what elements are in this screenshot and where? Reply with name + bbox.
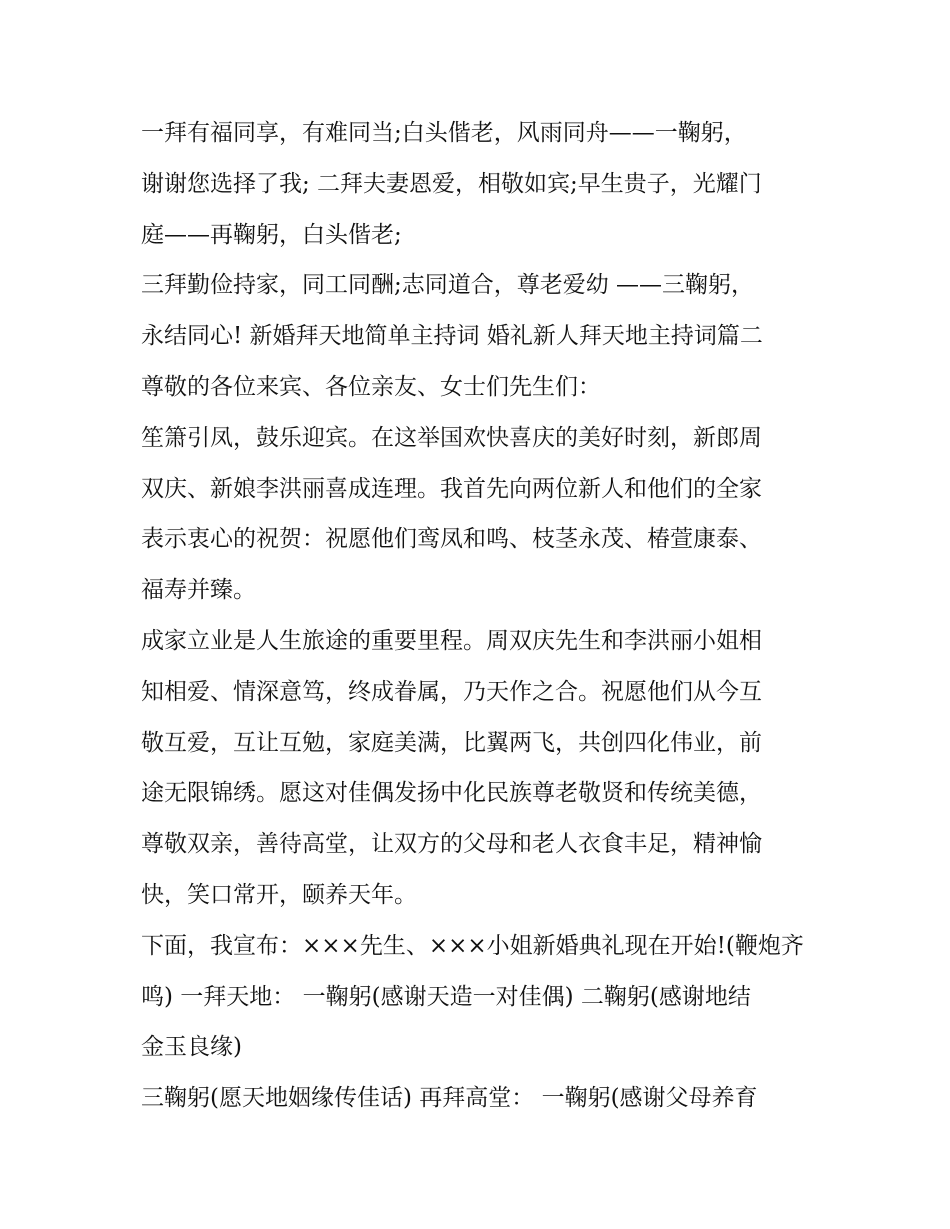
text-line: 知相爱、情深意笃，终成眷属，乃天作之合。祝愿他们从今互 bbox=[141, 678, 762, 705]
text-line: 尊敬的各位来宾、各位亲友、女士们先生们： bbox=[141, 373, 601, 400]
text-line: 双庆、新娘李洪丽喜成连理。我首先向两位新人和他们的全家 bbox=[141, 475, 762, 502]
text-line: 福寿并臻。 bbox=[141, 577, 256, 604]
text-line: 永结同心! 新婚拜天地简单主持词 婚礼新人拜天地主持词篇二 bbox=[141, 323, 763, 350]
text-line: 三鞠躬(愿天地姻缘传佳话) 再拜高堂： 一鞠躬(感谢父母养育 bbox=[141, 1085, 758, 1112]
text-line: 庭——再鞠躬，白头偕老; bbox=[141, 221, 402, 248]
text-line: 三拜勤俭持家，同工同酬;志同道合，尊老爱幼 ——三鞠躬， bbox=[141, 272, 755, 299]
text-line: 一拜有福同享，有难同当;白头偕老，风雨同舟——一鞠躬， bbox=[141, 120, 747, 146]
text-line: 途无限锦绣。愿这对佳偶发扬中化民族尊老敬贤和传统美德， bbox=[141, 780, 762, 807]
text-line: 成家立业是人生旅途的重要里程。周双庆先生和李洪丽小姐相 bbox=[141, 627, 762, 654]
text-line: 谢谢您选择了我; 二拜夫妻恩爱，相敬如宾;早生贵子，光耀门 bbox=[141, 170, 762, 197]
text-line: 尊敬双亲，善待高堂，让双方的父母和老人衣食丰足，精神愉 bbox=[141, 831, 762, 858]
text-line: 敬互爱，互让互勉，家庭美满，比翼两飞，共创四化伟业，前 bbox=[141, 729, 762, 756]
text-line: 笙箫引凤，鼓乐迎宾。在这举国欢快喜庆的美好时刻，新郎周 bbox=[141, 424, 762, 451]
body-text bbox=[141, 108, 821, 1124]
text-line: 鸣) 一拜天地： 一鞠躬(感谢天造一对佳偶) 二鞠躬(感谢地结 bbox=[141, 983, 751, 1010]
text-line: 下面，我宣布：×××先生、×××小姐新婚典礼现在开始!(鞭炮齐 bbox=[141, 932, 804, 959]
text-line: 快，笑口常开，颐养天年。 bbox=[141, 881, 417, 908]
text-line: 金玉良缘) bbox=[141, 1034, 242, 1061]
text-line: 表示衷心的祝贺：祝愿他们鸾凤和鸣、枝茎永茂、椿萱康泰、 bbox=[141, 526, 762, 553]
